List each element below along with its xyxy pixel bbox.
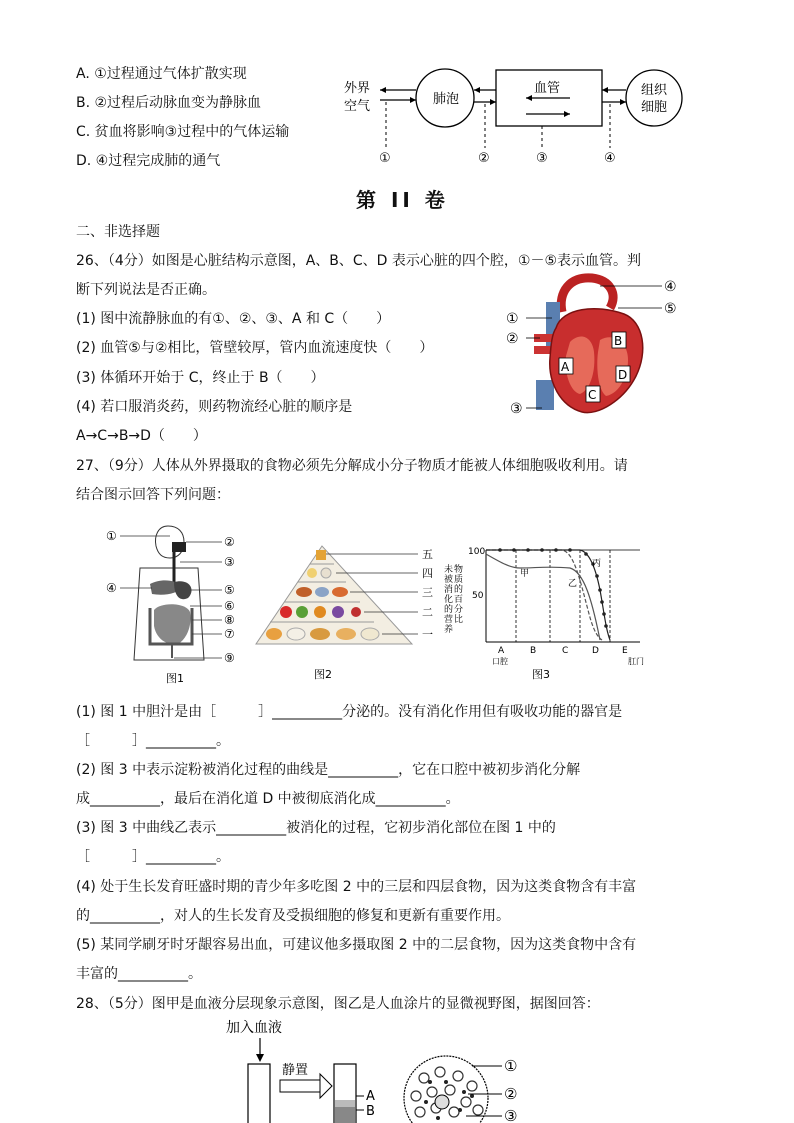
heart-num-2: ② — [506, 331, 519, 347]
svg-text:未: 未 — [444, 565, 454, 575]
chamber-a-label: A — [561, 360, 570, 374]
label-add-blood: 加入血液 — [226, 1020, 282, 1036]
layer-b-fill — [335, 1107, 355, 1123]
label-alveolus: 肺泡 — [433, 92, 460, 107]
food-item — [361, 628, 379, 640]
x-sub-mouth: 口腔 — [492, 657, 508, 666]
q26-statement-4: (4) 若口服消炎药，则药物流经心脏的顺序是 — [76, 399, 353, 415]
fig2-level: 四 — [422, 567, 433, 580]
fig2-caption: 图2 — [314, 668, 332, 681]
q27-stem-2: 结合图示回答下列问题： — [76, 487, 230, 503]
svg-text:化: 化 — [444, 595, 454, 605]
layer-a-fill — [335, 1100, 355, 1107]
digestive-system-figure — [100, 520, 250, 688]
num-3: ③ — [536, 151, 548, 166]
mouth-area — [172, 542, 186, 552]
food-item — [296, 606, 308, 618]
arrow-head — [410, 97, 416, 103]
num-4: ④ — [604, 151, 616, 166]
test-tube-before — [248, 1064, 270, 1123]
section-title: 第 II 卷 — [356, 188, 449, 212]
q26-stem-1: 26、（4分）如图是心脏结构示意图，A、B、C、D 表示心脏的四个腔，①－⑤表示血管。判 — [76, 253, 642, 269]
micro-num-1: ① — [504, 1057, 518, 1075]
pour-arrow-head — [256, 1054, 264, 1062]
micro-num-2: ② — [504, 1085, 518, 1103]
heart-num-3: ③ — [510, 401, 523, 417]
option-b: B. ②过程后动脉血变为静脉血 — [76, 95, 262, 111]
curve-jia — [486, 554, 600, 640]
layer-b-label: B — [366, 1104, 375, 1119]
chamber-d-label: D — [618, 368, 628, 382]
white-blood-cell — [435, 1095, 449, 1109]
food-item — [315, 587, 329, 597]
fig2-level: 三 — [422, 586, 433, 599]
fig3-y-tick-50: 50 — [472, 591, 484, 601]
x-label-d: D — [592, 646, 599, 656]
label-tissue-1: 组织 — [641, 83, 668, 98]
layer-a-label: A — [366, 1089, 375, 1104]
stand-arrow-head — [320, 1074, 332, 1098]
curve-label-jia: 甲 — [520, 569, 530, 579]
food-item — [310, 628, 330, 640]
food-item — [332, 587, 348, 597]
svg-text:消: 消 — [444, 585, 454, 595]
svg-text:被: 被 — [444, 575, 454, 585]
fig3-y-label — [444, 563, 463, 635]
food-item — [287, 628, 305, 640]
q26-statement-3: (3) 体循环开始于 C，终止于 B（ ） — [76, 370, 325, 386]
label-tissue-2: 细胞 — [641, 100, 668, 115]
heart-num-1: ① — [506, 311, 519, 327]
option-a: A. ①过程通过气体扩散实现 — [76, 66, 247, 82]
option-c: C. 贫血将影响③过程中的气体运输 — [76, 124, 290, 140]
food-item — [314, 606, 326, 618]
fig1-num: ② — [224, 535, 235, 549]
fig1-num: ① — [106, 529, 117, 543]
q27-stem-1: 27、（9分）人体从外界摄取的食物必须先分解成小分子物质才能被人体细胞吸收利用。请 — [76, 458, 628, 474]
small-intestine — [154, 604, 191, 644]
q26-statement-4-sequence: A→C→B→D（ ） — [76, 428, 207, 444]
svg-text:营: 营 — [444, 615, 454, 625]
svg-text:物: 物 — [454, 565, 464, 575]
q27-part-2b: 成__________，最后在消化道 D 中被彻底消化成__________。 — [76, 791, 460, 807]
tissue-circle — [626, 70, 682, 126]
arrow-head — [490, 99, 496, 105]
arrow-head — [620, 99, 626, 105]
chamber-c-label: C — [588, 388, 597, 402]
svg-text:百: 百 — [454, 595, 464, 605]
fig1-num: ④ — [106, 581, 117, 595]
label-vessel: 血管 — [534, 81, 561, 96]
q26-stem-2: 断下列说法是否正确。 — [76, 282, 216, 298]
arrow-head — [602, 87, 608, 93]
food-item — [321, 568, 331, 578]
svg-text:分: 分 — [454, 605, 464, 615]
q26-statement-2: (2) 血管⑤与②相比，管壁较厚，管内血流速度快（ ） — [76, 340, 434, 356]
num-2: ② — [478, 151, 490, 166]
q27-part-5a: (5) 某同学刷牙时牙龈容易出血，可建议他多摄取图 2 中的二层食物，因为这类食物中含有 — [76, 937, 637, 953]
food-item — [351, 607, 361, 617]
q27-part-1a: (1) 图 1 中胆汁是由［ ］__________分泌的。没有消化作用但有吸收功能的器官是 — [76, 704, 623, 720]
x-label-a: A — [498, 646, 505, 656]
q27-part-1b: ［ ］__________。 — [76, 733, 230, 749]
curve-label-yi: 乙 — [568, 579, 578, 589]
food-pyramid-figure — [252, 540, 442, 686]
fig1-num: ⑤ — [224, 583, 235, 597]
food-item — [307, 568, 317, 578]
stomach — [174, 581, 192, 599]
label-stand: 静置 — [282, 1063, 309, 1078]
svg-text:养: 养 — [444, 625, 454, 635]
x-label-c: C — [562, 646, 569, 656]
food-item — [296, 587, 312, 597]
fig2-level: 二 — [422, 606, 433, 619]
svg-text:的: 的 — [444, 605, 454, 615]
curve-label-bing: 丙 — [592, 559, 602, 569]
heart-num-4: ④ — [664, 279, 677, 295]
food-item — [266, 628, 282, 640]
micro-num-3: ③ — [504, 1107, 518, 1123]
q27-part-5b: 丰富的__________。 — [76, 966, 202, 982]
label-outside-air-2: 空气 — [344, 99, 371, 114]
fig1-num: ⑧ — [224, 613, 235, 627]
q27-part-4a: (4) 处于生长发育旺盛时期的青少年多吃图 2 中的三层和四层食物，因为这类食物含有丰富 — [76, 879, 637, 895]
arrow-head — [474, 87, 480, 93]
fig1-num: ③ — [224, 555, 235, 569]
x-label-e: E — [622, 646, 628, 656]
food-item — [316, 550, 326, 560]
fig1-caption: 图1 — [166, 672, 184, 685]
option-d: D. ④过程完成肺的通气 — [76, 153, 221, 169]
heart-diagram — [500, 272, 700, 422]
heart-num-5: ⑤ — [664, 301, 677, 317]
svg-text:的: 的 — [454, 585, 464, 595]
inferior-vena-cava — [536, 380, 554, 410]
chamber-b-label: B — [614, 334, 623, 348]
digestion-curve-figure — [440, 540, 660, 682]
fig3-y-tick-100: 100 — [468, 547, 486, 557]
blood-layer-figure — [220, 1016, 540, 1123]
fig3-caption: 图3 — [532, 668, 550, 681]
x-label-b: B — [530, 646, 537, 656]
q27-part-4b: 的__________，对人的生长发育及受损细胞的修复和更新有重要作用。 — [76, 908, 510, 924]
x-sub-anus: 肛门 — [628, 657, 644, 666]
fig2-level: 五 — [422, 548, 433, 561]
fig1-num: ⑦ — [224, 627, 235, 641]
stand-arrow-body — [280, 1080, 320, 1092]
svg-text:比: 比 — [454, 615, 464, 625]
label-outside-air-1: 外界 — [344, 81, 371, 96]
fig2-level: 一 — [422, 628, 433, 641]
fig1-num: ⑨ — [224, 651, 235, 665]
q26-statement-1: (1) 图中流静脉血的有①、②、③、A 和 C（ ） — [76, 311, 391, 327]
q27-part-3a: (3) 图 3 中曲线乙表示__________被消化的过程，它初步消化部位在图 1 中的 — [76, 820, 556, 836]
respiration-diagram — [330, 60, 690, 172]
svg-text:质: 质 — [454, 575, 464, 585]
food-item — [280, 606, 292, 618]
food-item — [332, 606, 344, 618]
arrow-head — [380, 87, 386, 93]
fig1-num: ⑥ — [224, 599, 235, 613]
q28-stem: 28、（5分）图甲是血液分层现象示意图，图乙是人血涂片的显微视野图，据图回答： — [76, 996, 600, 1012]
q27-part-2a: (2) 图 3 中表示淀粉被消化过程的曲线是__________，它在口腔中被初步消化分解 — [76, 762, 581, 778]
q27-part-3b: ［ ］__________。 — [76, 849, 230, 865]
part-two-heading: 二、非选择题 — [76, 224, 160, 240]
aorta-arch — [561, 278, 613, 312]
food-item — [336, 628, 356, 640]
num-1: ① — [379, 151, 391, 166]
